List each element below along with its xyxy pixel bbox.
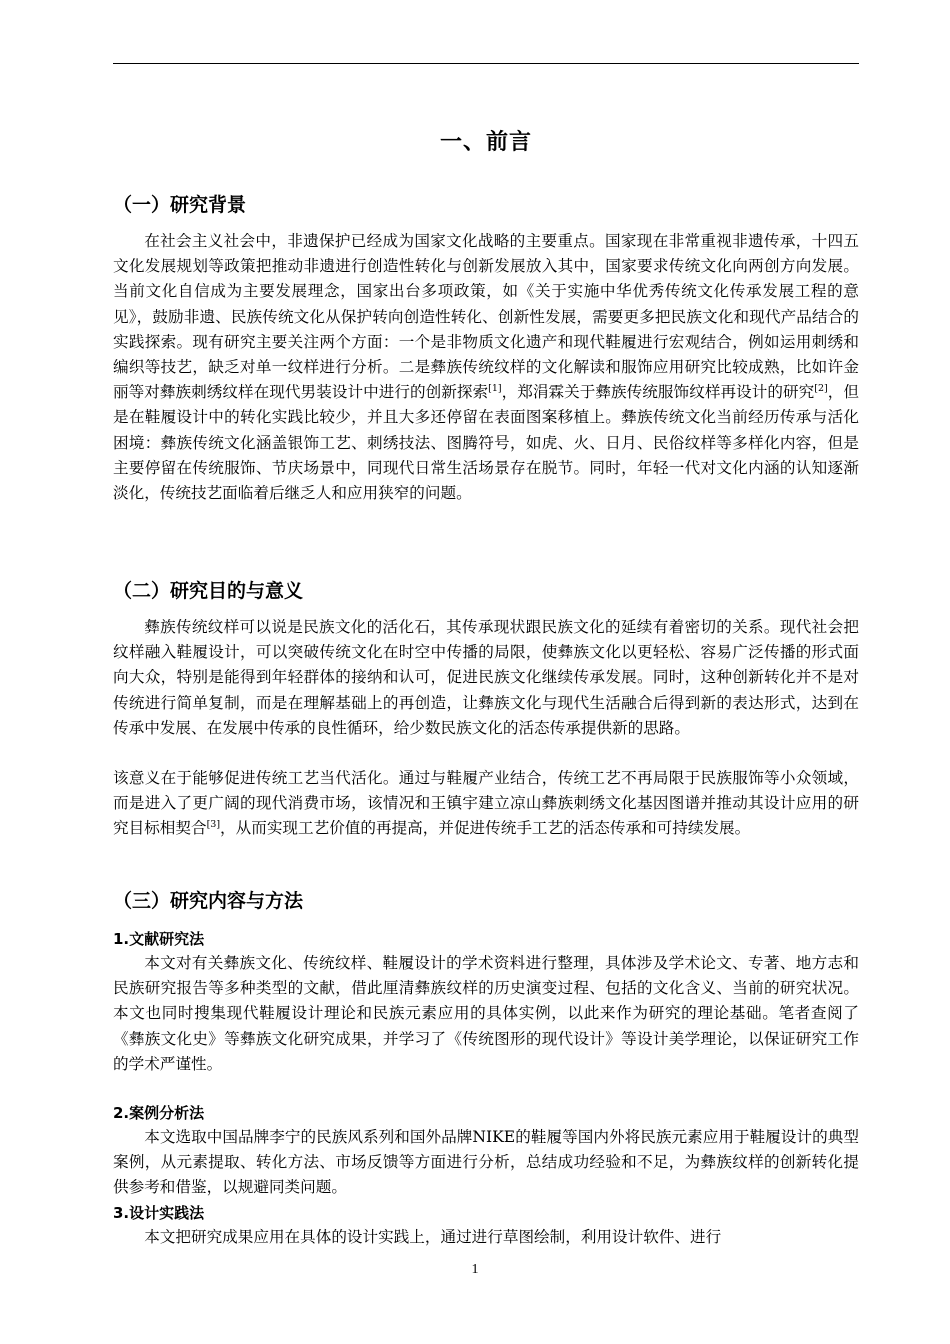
method-text-design: 本文把研究成果应用在具体的设计实践上，通过进行草图绘制，利用设计软件、进行	[144, 1228, 722, 1246]
paragraph-text: 该意义在于能够促进传统工艺当代活化。通过与鞋履产业结合，传统工艺不再局限于民族服饰等小众领域，而是进入了更广阔的现代消费市场，该情况和王镇宇建立凉山彝族刺绣文化基因图谱并推动其设计应用的研究目标相契合	[113, 769, 859, 838]
paragraph-text: ，郑涓霖关于彝族传统服饰纹样再设计的研究	[501, 383, 815, 402]
section-heading-methods: （三）研究内容与方法	[113, 890, 304, 912]
section-heading-purpose: （二）研究目的与意义	[113, 580, 304, 602]
section-heading-background: （一）研究背景	[113, 194, 247, 216]
page-number: 1	[471, 1262, 479, 1277]
citation-ref-1: [1]	[488, 383, 502, 395]
method-title-case: 2.案例分析法	[113, 1104, 205, 1122]
header-rule	[113, 63, 859, 64]
method-title-literature: 1.文献研究法	[113, 930, 205, 948]
method-text-case: 本文选取中国品牌李宁的民族风系列和国外品牌NIKE的鞋履等国内外将民族元素应用于鞋履设计的典型案例，从元素提取、转化方法、市场反馈等方面进行分析，总结成功经验和不足，为彝族纹样的创新转化提供参考和借鉴，以规避同类问题。	[113, 1128, 859, 1197]
chapter-title: 一、前言	[439, 130, 532, 155]
method-text-literature: 本文对有关彝族文化、传统纹样、鞋履设计的学术资料进行整理，具体涉及学术论文、专著、地方志和民族研究报告等多种类型的文献，借此厘清彝族纹样的历史演变过程、包括的文化含义、当前的研究状况。本文也同时搜集现代鞋履设计理论和民族元素应用的具体实例，以此来作为研究的理论基础。笔者查阅了《彝族文化史》等彝族文化研究成果，并学习了《传统图形的现代设计》等设计美学理论，以保证研究工作的学术严谨性。	[113, 954, 859, 1073]
citation-ref-3: [3]	[206, 819, 221, 831]
paragraph-purpose-1: 彝族传统纹样可以说是民族文化的活化石，其传承现状跟民族文化的延续有着密切的关系。现代社会把纹样融入鞋履设计，可以突破传统文化在时空中传播的局限，使彝族文化以更轻松、容易广泛传播的形式面向大众，特别是能得到年轻群体的接纳和认可，促进民族文化继续传承发展。同时，这种创新转化并不是对传统进行简单复制，而是在理解基础上的再创造，让彝族文化与现代生活融合后得到新的表达形式，达到在传承中发展、在发展中传承的良性循环，给少数民族文化的活态传承提供新的思路。	[113, 618, 859, 737]
paragraph-text: ，从而实现工艺价值的再提高，并促进传统手工艺的活态传承和可持续发展。	[220, 819, 751, 838]
method-title-design: 3.设计实践法	[113, 1204, 205, 1222]
paragraph-text: 在社会主义社会中，非遗保护已经成为国家文化战略的主要重点。国家现在非常重视非遗传承，十四五文化发展规划等政策把推动非遗进行创造性转化与创新发展放入其中，国家要求传统文化向两创方向发展。当前文化自信成为主要发展理念，国家出台多项政策，如《关于实施中华优秀传统文化传承发展工程的意见》，鼓励非遗、民族传统文化从保护转向创造性转化、创新性发展，需要更多把民族文化和现代产品结合的实践探索。现有研究主要关注两个方面：一个是非物质文化遗产和现代鞋履进行宏观结合，例如运用刺绣和编织等技艺，缺乏对单一纹样进行分析。二是彝族传统纹样的文化解读和服饰应用研究比较成熟，比如许金丽等对彝族刺绣纹样在现代男装设计中进行的创新探索	[113, 232, 859, 402]
paragraph-purpose-2	[113, 766, 859, 842]
paragraph-background	[113, 229, 859, 506]
paragraph-text: ，但是在鞋履设计中的转化实践比较少，并且大多还停留在表面图案移植上。彝族传统文化当前经历传承与活化困境：彝族传统文化涵盖银饰工艺、刺绣技法、图腾符号，如虎、火、日月、民俗纹样等多样化内容，但是主要停留在传统服饰、节庆场景中，同现代日常生活场景存在脱节。同时，年轻一代对文化内涵的认知逐渐淡化，传统技艺面临着后继乏人和应用狭窄的问题。	[113, 383, 859, 503]
citation-ref-2: [2]	[814, 383, 828, 395]
